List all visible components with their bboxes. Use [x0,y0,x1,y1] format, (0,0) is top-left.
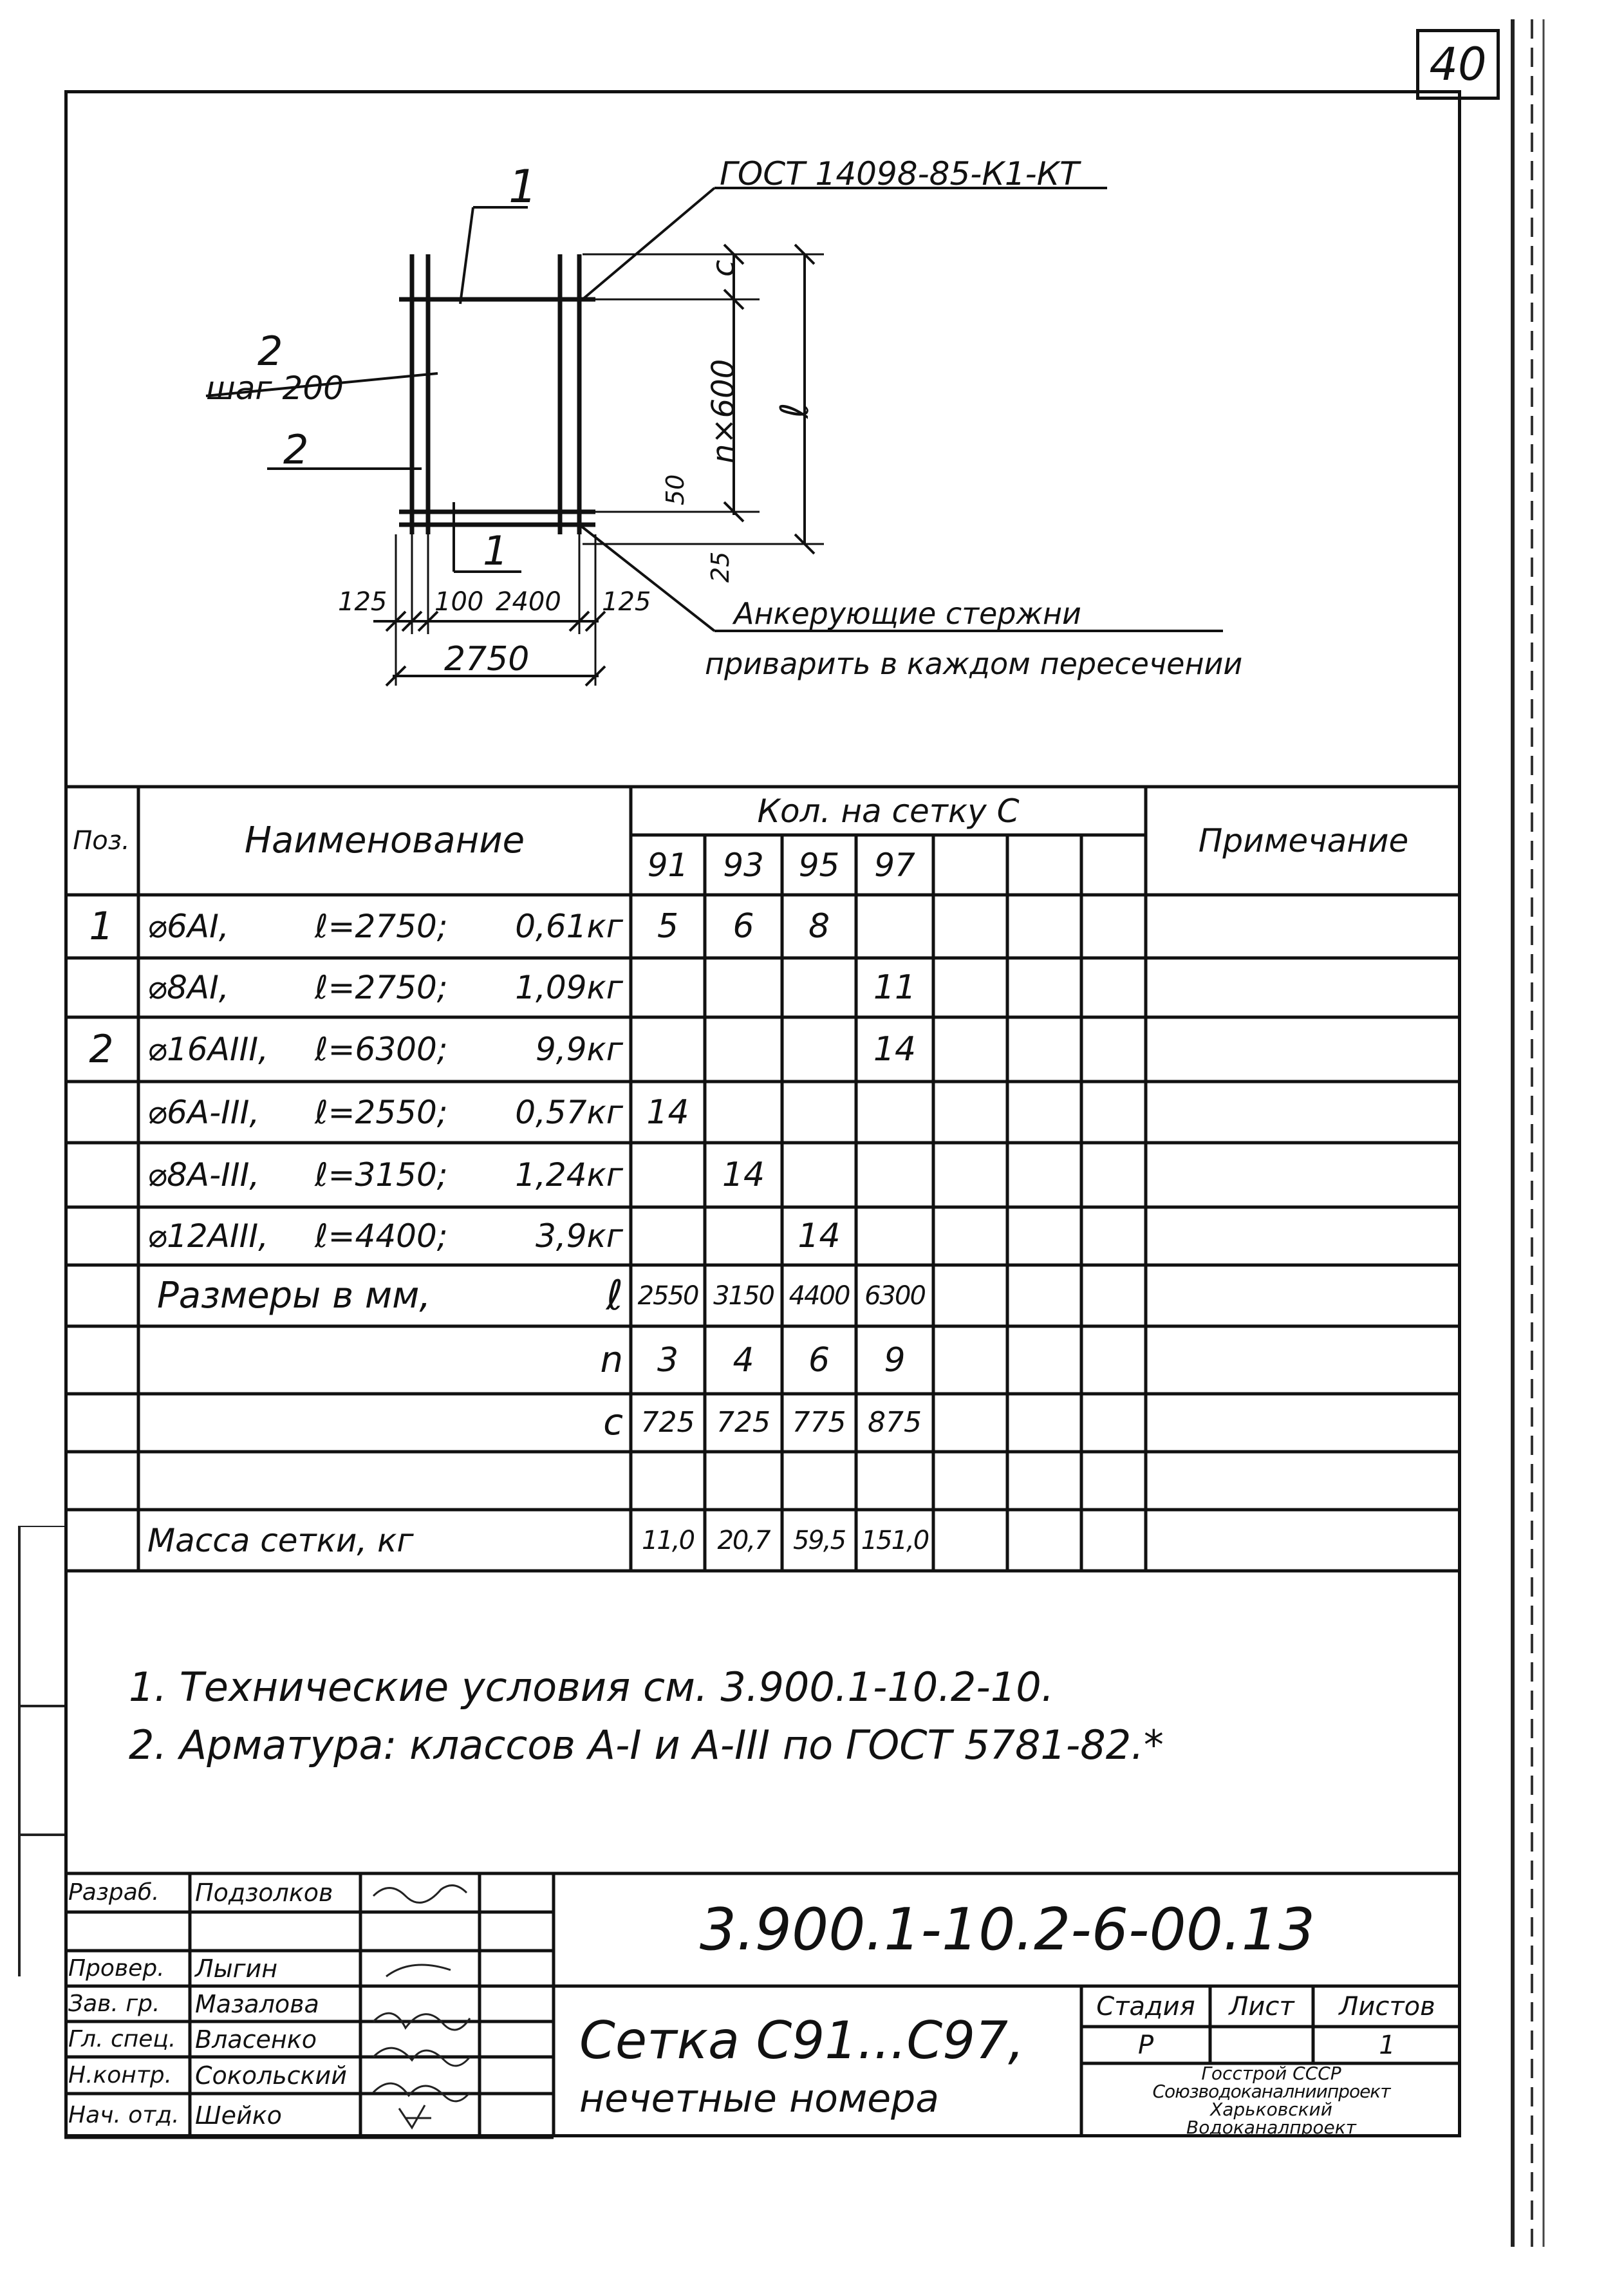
mesh-column-header: 91 [647,846,689,884]
dimension-l: ℓ [772,402,817,418]
role-name: Подзолков [195,1879,333,1907]
quantity-cell: 11 [873,968,917,1007]
sheets-value: 1 [1379,2030,1395,2060]
quantity-cell [705,1207,782,1265]
quantity-cell: 8 [808,907,830,946]
dimension-value: 775 [792,1406,846,1439]
quantity-cell [856,1143,933,1207]
row-position: 1 [89,904,114,949]
mesh-column-header: 97 [874,846,915,884]
mesh-column-header: 95 [798,846,840,884]
quantity-cell [856,1207,933,1265]
dimension-125-right: 125 [602,587,651,617]
role-name: Власенко [195,2025,317,2054]
role-label: Н.контр. [68,2061,173,2088]
sheet-number-text: 40 [1429,38,1487,91]
dimension-50: 50 [661,474,689,505]
dimension-value: 725 [640,1406,695,1439]
organization-line: Союзводоканалниипроект [1152,2081,1390,2102]
sheet-label: Лист [1229,1991,1294,2021]
role-name: Сокольский [195,2061,347,2090]
mesh-column-header: 93 [723,846,764,884]
sheets-label: Листов [1339,1991,1435,2021]
dimension-symbol: ℓ [606,1271,623,1320]
note-line: 1. Технические условия см. 3.900.1-10.2-10. [129,1664,1054,1711]
quantity-cell: 14 [646,1093,689,1132]
quantity-cell [631,1017,705,1082]
row-position [64,1082,138,1143]
title-line-2: нечетные номера [579,2076,940,2121]
anchor-note-line-1: Анкерующие стержни [734,596,1081,631]
row-bar-length: ℓ=2550; [315,1093,448,1131]
quantity-cell: 14 [798,1217,841,1255]
callout-position-1-bottom: 1 [483,527,509,574]
dimension-symbol: n [600,1338,623,1381]
role-label: Провер. [68,1955,165,1982]
role-label: Гл. спец. [68,2025,176,2052]
row-bar-length: ℓ=2750; [315,908,448,945]
note-line: 2. Арматура: классов А-I и А-III по ГОСТ 5781-82.* [129,1721,1164,1768]
row-position [64,1143,138,1207]
quantity-cell: 5 [657,907,679,946]
row-bar-diameter: ⌀6А-III, [147,1093,260,1131]
row-position: 2 [89,1027,114,1072]
row-bar-diameter: ⌀8А-III, [147,1156,260,1194]
dimension-value: 875 [868,1406,922,1439]
organization-line: Харьковский [1210,2099,1332,2120]
quantity-cell: 14 [722,1156,765,1194]
role-label: Нач. отд. [68,2102,180,2128]
quantity-cell [705,1082,782,1143]
dimension-2400: 2400 [496,587,561,617]
dimension-value: 4400 [789,1280,850,1311]
callout-position-2-upper: 2 [257,328,283,375]
dimension-100: 100 [434,587,484,617]
anchor-note-line-2: приварить в каждом пересечении [705,646,1243,681]
row-bar-length: ℓ=2750; [315,969,448,1006]
quantity-cell [856,895,933,958]
row-bar-mass: 0,57кг [515,1093,623,1131]
stage-label: Стадия [1096,1991,1195,2021]
dimension-value: 725 [716,1406,770,1439]
dimension-n-600: n×600 [705,359,742,464]
quantity-cell [705,958,782,1017]
quantity-cell [782,958,856,1017]
callout-position-1-top: 1 [509,160,537,213]
quantity-cell [856,1082,933,1143]
row-bar-mass: 3,9кг [536,1217,623,1255]
role-name: Лыгин [195,1954,278,1983]
dimension-c: c [705,259,742,277]
row-bar-mass: 0,61кг [515,908,623,945]
row-bar-length: ℓ=6300; [315,1031,448,1068]
dimension-value: 9 [884,1340,906,1380]
quantity-cell [631,1143,705,1207]
gost-reference: ГОСТ 14098-85-К1-КТ [720,155,1079,192]
dimension-value: 3 [657,1340,679,1380]
stage-value: Р [1137,2030,1154,2060]
mesh-mass-value: 11,0 [641,1525,695,1555]
row-bar-mass: 1,09кг [515,969,623,1006]
dimension-value: 6 [808,1340,830,1380]
dimension-2750: 2750 [444,640,530,679]
dimension-value: 6300 [864,1280,925,1311]
header-note: Примечание [1198,822,1409,859]
row-bar-mass: 9,9кг [536,1031,623,1068]
role-label: Зав. гр. [68,1990,160,2017]
dimension-25: 25 [706,551,734,583]
dimensions-label: Размеры в мм, [157,1274,431,1317]
row-bar-length: ℓ=4400; [315,1217,448,1255]
quantity-cell [782,1017,856,1082]
quantity-cell: 6 [733,907,754,946]
quantity-cell [631,1207,705,1265]
mesh-mass-value: 59,5 [792,1525,846,1555]
row-position [64,1207,138,1265]
dimension-symbol: c [603,1402,623,1443]
header-quantity: Кол. на сетку С [757,792,1020,830]
row-bar-diameter: ⌀8АI, [147,969,229,1006]
quantity-cell [705,1017,782,1082]
header-name: Наименование [244,820,525,861]
dimension-value: 4 [733,1340,754,1380]
quantity-cell: 14 [873,1030,917,1069]
role-label [64,1912,190,1951]
role-name [190,1912,360,1951]
dimension-value: 3150 [713,1280,774,1311]
title-line-1: Сетка С91...С97, [579,2011,1025,2070]
role-name: Шейко [195,2101,282,2130]
row-bar-length: ℓ=3150; [315,1156,448,1194]
quantity-cell [631,958,705,1017]
row-bar-diameter: ⌀16АIII, [147,1031,269,1068]
mesh-mass-value: 151,0 [861,1525,929,1555]
role-name: Мазалова [195,1989,319,2018]
organization-line: Госстрой СССР [1201,2063,1341,2084]
quantity-cell [782,1143,856,1207]
organization-line: Водоканалпроект [1186,2117,1356,2138]
sheet-value [1210,2027,1313,2063]
signature-scribbles [360,1873,480,2137]
callout-step: шаг 200 [206,370,344,407]
dimension-125-left: 125 [338,587,387,617]
dimension-value: 2550 [637,1280,698,1311]
callout-position-2-lower: 2 [283,426,309,473]
role-label: Разраб. [68,1879,160,1906]
row-bar-diameter: ⌀12АIII, [147,1217,269,1255]
header-position: Поз. [73,826,130,856]
quantity-cell [782,1082,856,1143]
row-position [64,958,138,1017]
row-bar-mass: 1,24кг [515,1156,623,1194]
mesh-mass-label: Масса сетки, кг [147,1521,414,1559]
mesh-mass-value: 20,7 [717,1525,770,1555]
row-bar-diameter: ⌀6АI, [147,908,229,945]
document-code: 3.900.1-10.2-6-00.13 [699,1895,1316,1964]
